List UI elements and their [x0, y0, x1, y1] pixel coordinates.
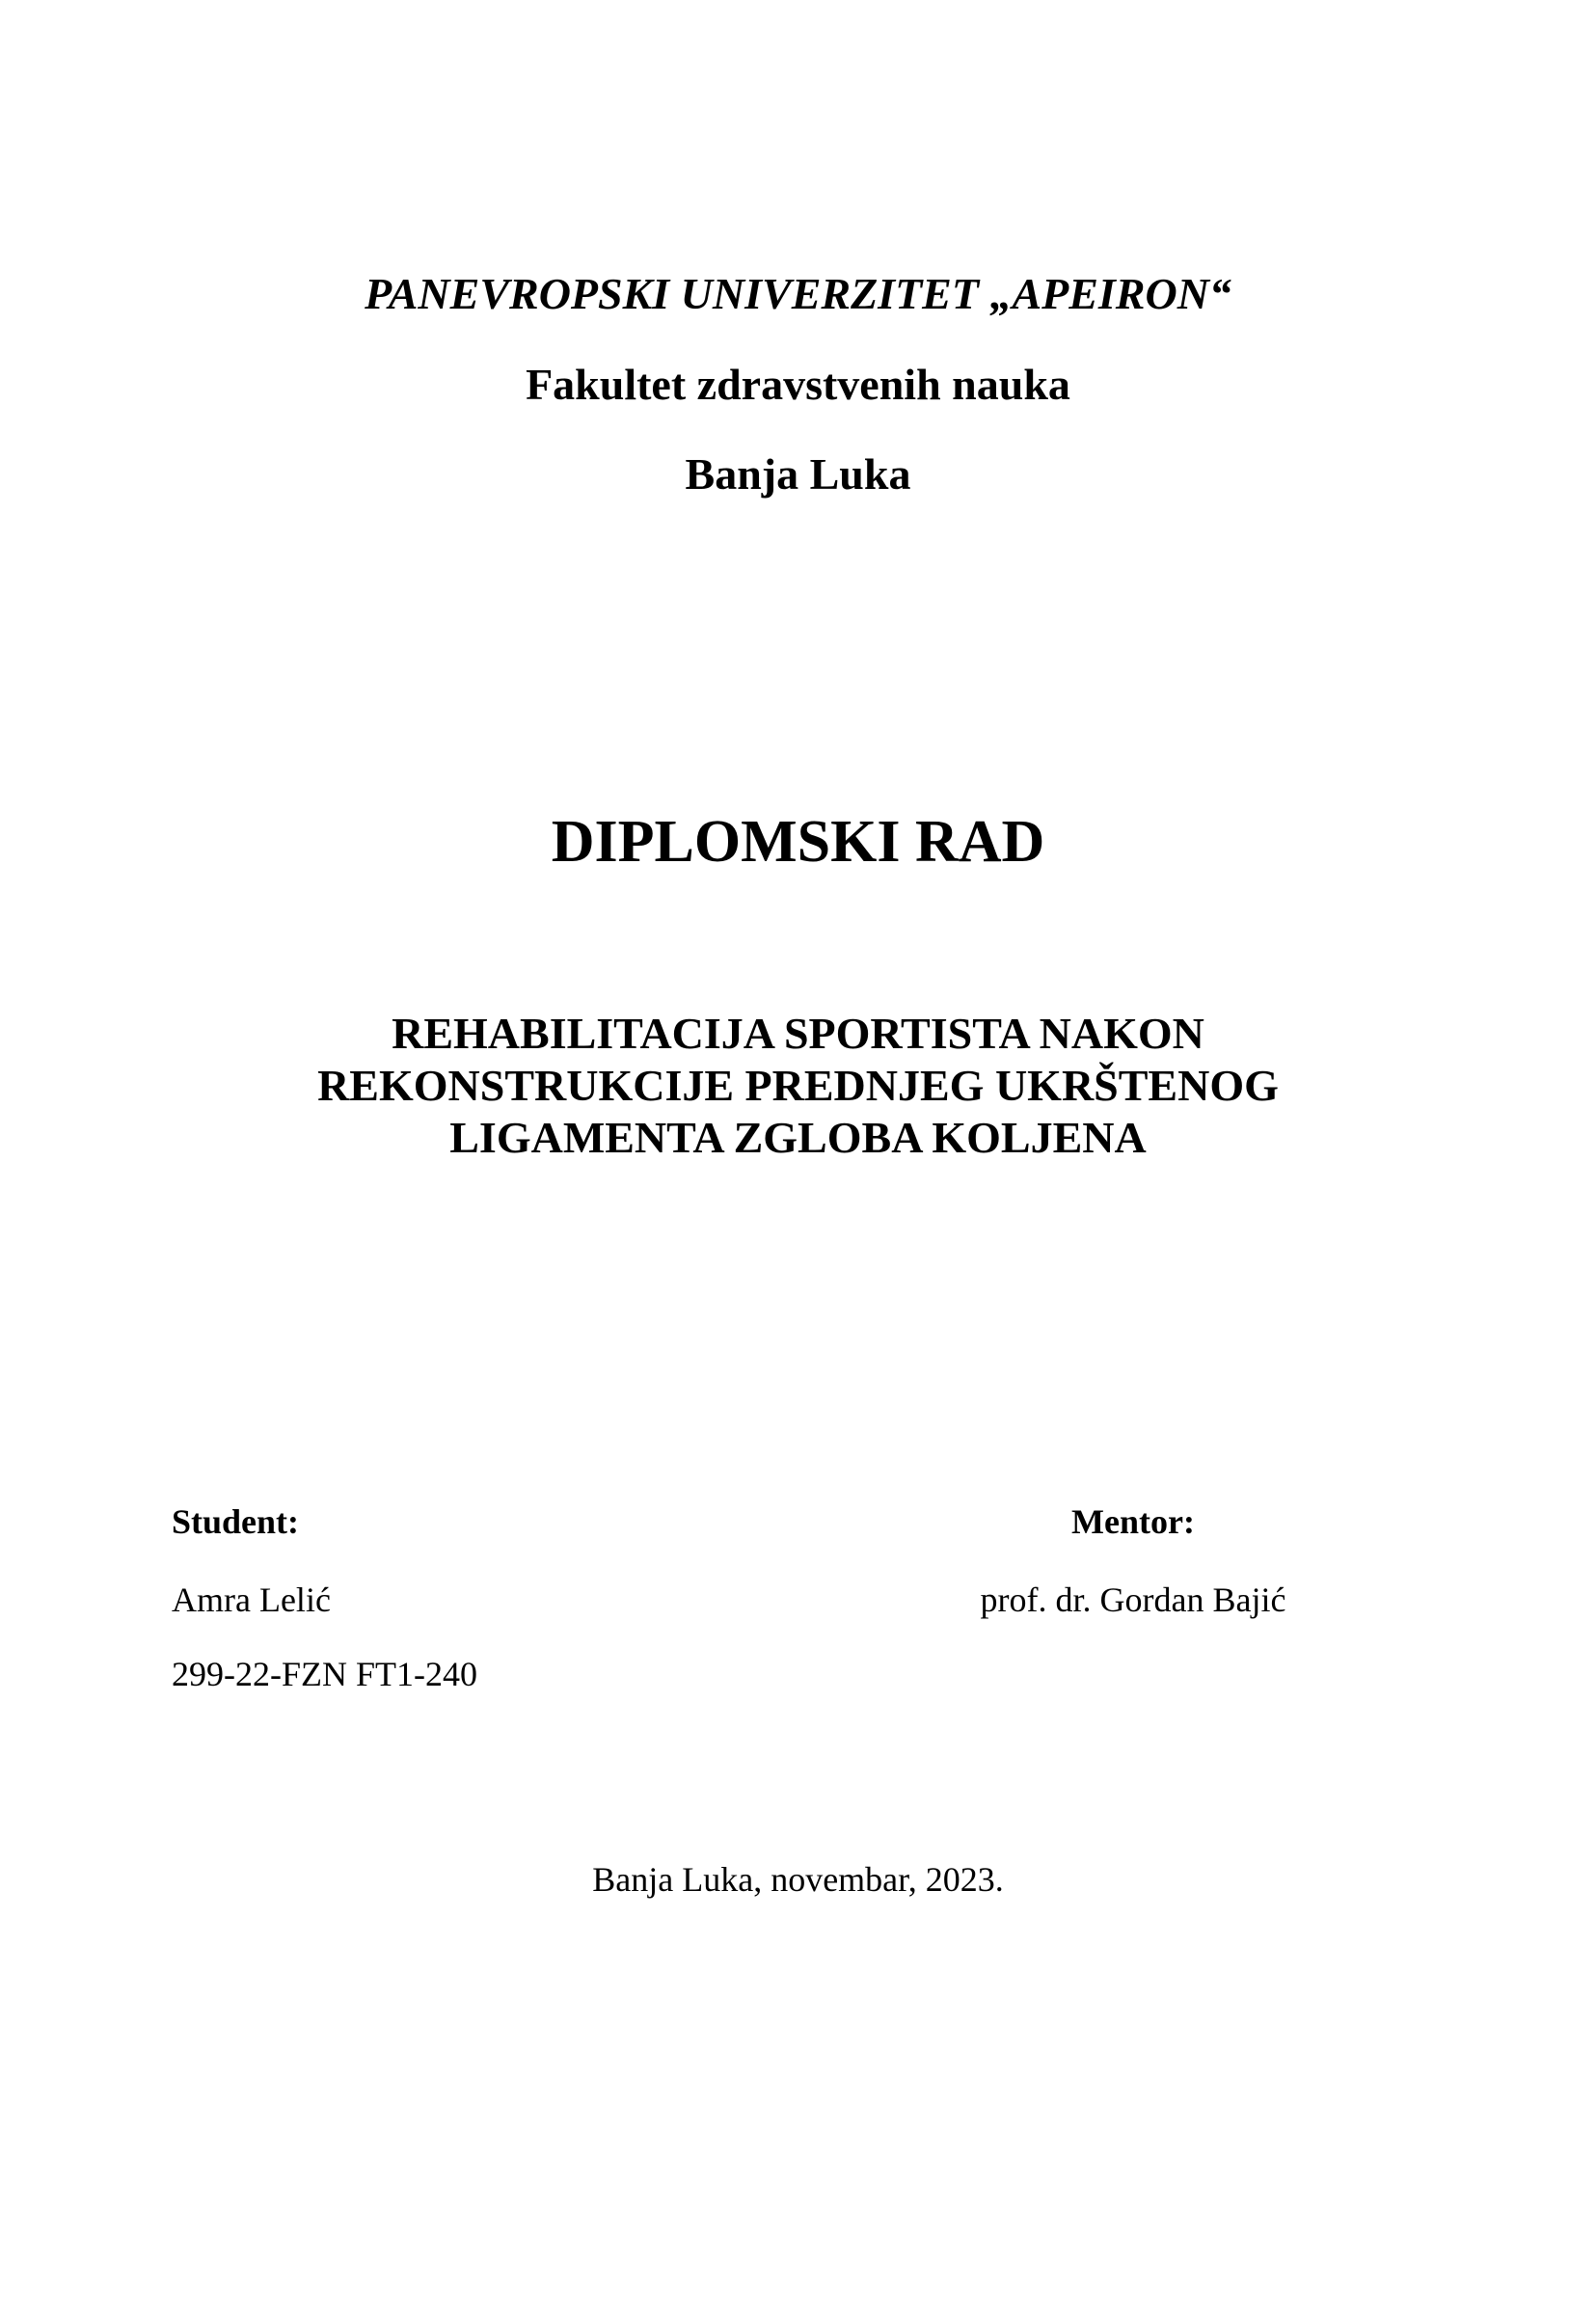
thesis-title — [0, 1008, 1596, 1164]
city-name: Banja Luka — [685, 449, 911, 499]
faculty-name: Fakultet zdravstvenih nauka — [526, 360, 1070, 409]
thesis-type: DIPLOMSKI RAD — [551, 809, 1045, 875]
student-name: Amra Lelić — [172, 1580, 331, 1619]
thesis-title-line: REHABILITACIJA SPORTISTA NAKON — [392, 1009, 1204, 1058]
thesis-title-line: LIGAMENTA ZGLOBA KOLJENA — [449, 1113, 1147, 1162]
mentor-label: Mentor: — [1071, 1502, 1195, 1541]
student-id: 299-22-FZN FT1-240 — [172, 1655, 477, 1693]
mentor-name: prof. dr. Gordan Bajić — [980, 1580, 1286, 1619]
university-name: PANEVROPSKI UNIVERZITET „APEIRON“ — [365, 269, 1231, 318]
place-and-date: Banja Luka, novembar, 2023. — [592, 1860, 1004, 1899]
thesis-title-line: REKONSTRUKCIJE PREDNJEG UKRŠTENOG — [317, 1061, 1279, 1110]
student-label: Student: — [172, 1502, 300, 1541]
